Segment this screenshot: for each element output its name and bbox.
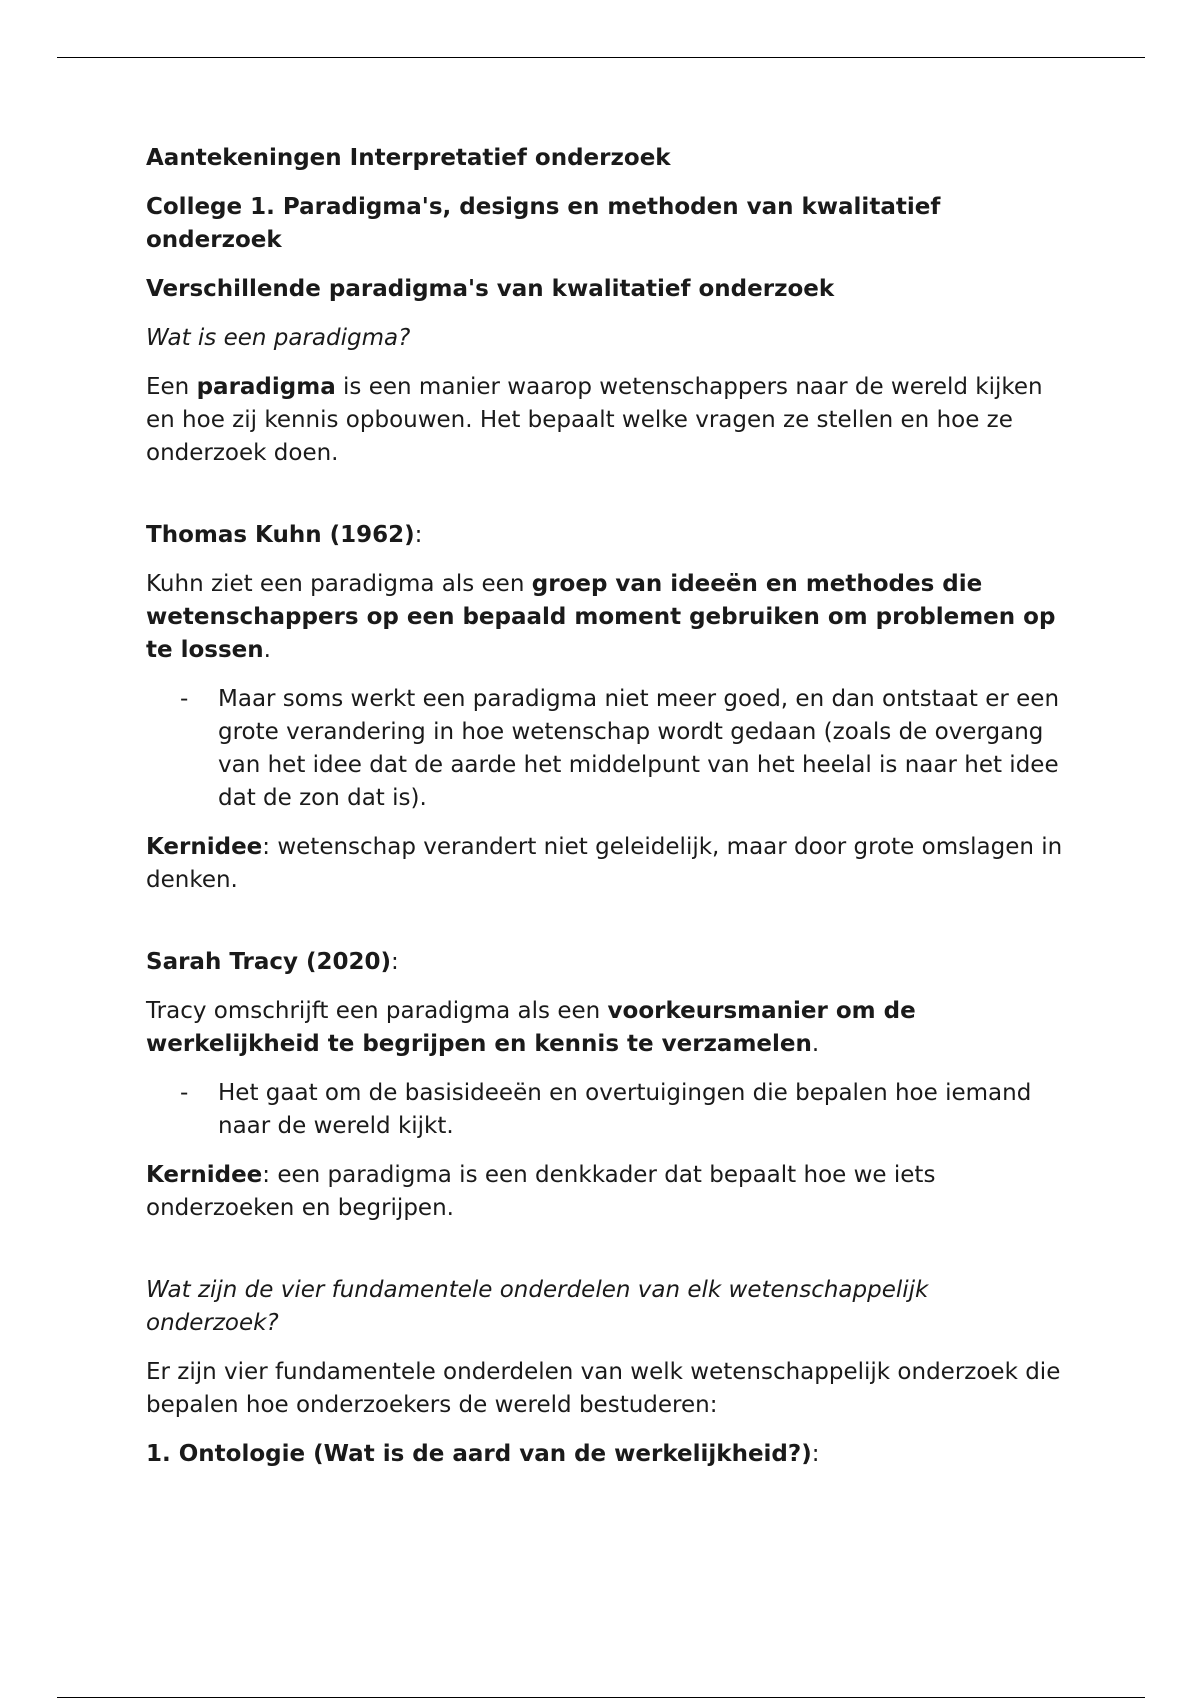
bullet-dash: -: [180, 1080, 189, 1106]
question-paradigm: Wat is een paradigma?: [146, 325, 411, 351]
section-heading: Verschillende paradigma's van kwalitatief onderzoek: [146, 276, 835, 302]
kuhn-kernidee: Kernidee: wetenschap verandert niet geleidelijk, maar door grote omslagen in denken.: [146, 834, 1063, 893]
document-title: Aantekeningen Interpretatief onderzoek: [146, 145, 671, 171]
tracy-bullet: [146, 1077, 1066, 1143]
header-rule: [57, 57, 1145, 58]
bullet-text: Maar soms werkt een paradigma niet meer goed, en dan ontstaat er een grote verandering in hoe wetenschap wordt gedaan (zoals de overgang van het idee dat de aarde het middelpunt van het heelal is naar het idee dat de zon dat is).: [218, 686, 1060, 811]
term-paradigma: paradigma: [196, 374, 336, 400]
bullet-dash: -: [180, 686, 189, 712]
kuhn-definition: Kuhn ziet een paradigma als een groep van ideeën en methodes die wetenschappers op een bepaald moment gebruiken om problemen op te lossen.: [146, 571, 1056, 663]
college-heading: College 1. Paradigma's, designs en methoden van kwalitatief onderzoek: [146, 194, 941, 253]
ontologie-heading: 1. Ontologie (Wat is de aard van de werkelijkheid?):: [146, 1441, 820, 1467]
question-four-parts: Wat zijn de vier fundamentele onderdelen van elk wetenschappelijk onderzoek?: [146, 1277, 929, 1336]
kuhn-bullet: [146, 683, 1066, 815]
tracy-kernidee: Kernidee: een paradigma is een denkkader dat bepaalt hoe we iets onderzoeken en begrijpen.: [146, 1162, 936, 1221]
document-body: [146, 142, 1066, 1487]
tracy-heading: Sarah Tracy (2020):: [146, 949, 399, 975]
tracy-definition: Tracy omschrijft een paradigma als een voorkeursmanier om de werkelijkheid te begrijpen en kennis te verzamelen.: [146, 998, 916, 1057]
kuhn-heading: Thomas Kuhn (1962):: [146, 522, 423, 548]
footer-rule: [57, 1697, 1145, 1698]
intro-paragraph: Een paradigma is een manier waarop wetenschappers naar de wereld kijken en hoe zij kennis opbouwen. Het bepaalt welke vragen ze stellen en hoe ze onderzoek doen.: [146, 374, 1043, 466]
bullet-text: Het gaat om de basisideeën en overtuigingen die bepalen hoe iemand naar de wereld kijkt.: [218, 1080, 1032, 1139]
four-parts-intro: Er zijn vier fundamentele onderdelen van welk wetenschappelijk onderzoek die bepalen hoe onderzoekers de wereld bestuderen:: [146, 1359, 1061, 1418]
